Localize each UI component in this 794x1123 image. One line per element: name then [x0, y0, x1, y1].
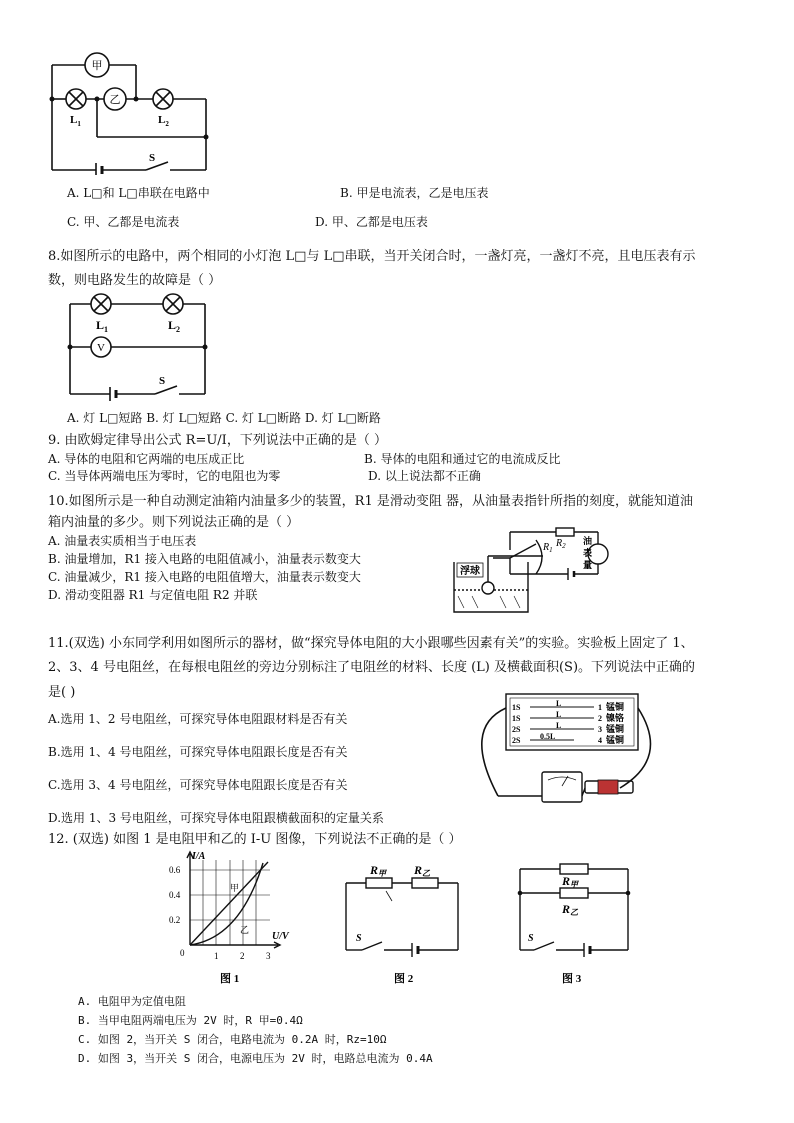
q12-option-b: B. 当甲电阻两端电压为 2V 时，R 甲=0.4Ω	[78, 1014, 303, 1027]
q11-option-c: C.选用 3、4 号电阻丝，可探究导体电阻跟长度是否有关	[48, 778, 348, 792]
q11-option-d: D.选用 1、3 号电阻丝，可探究导体电阻跟横截面积的定量关系	[48, 811, 384, 825]
q11-option-a: A.选用 1、2 号电阻丝，可探究导体电阻跟材料是否有关	[48, 712, 348, 726]
q12-fig1-iu-graph	[160, 848, 290, 988]
q12-fig1-ylabel: I/A	[192, 851, 206, 862]
q11-stem-line2: 2、3、4 号电阻丝，在每根电阻丝的旁边分别标注了电阻丝的材料、长度 (L) 及横截面积(S)。下列说法中正确的	[48, 660, 696, 675]
q12-fig1-xtick: 2	[240, 951, 245, 961]
q7-l1-label: $L_1$	[70, 114, 81, 128]
q12-option-c: C. 如图 2，当开关 S 闭合，电路电流为 0.2A 时，Rz=10Ω	[78, 1033, 387, 1046]
q10-r2-label: $R_2$	[556, 538, 566, 550]
q11-row-number: 1	[598, 703, 602, 712]
q12-fig3-parallel-circuit	[510, 855, 640, 990]
q12-stem: 12. (双选) 如图 1 是电阻甲和乙的 I-U 图像，下列说法不正确的是（ ）	[48, 832, 462, 847]
q12-fig1-xtick: 0	[180, 948, 185, 958]
q7-option-d: D. 甲、乙都是电压表	[315, 215, 428, 229]
q12-fig1-xtick: 1	[214, 951, 219, 961]
q12-fig1-ytick: 0.6	[169, 865, 181, 875]
q11-row-area: 1S	[512, 703, 521, 712]
q9-option-d: D. 以上说法都不正确	[368, 469, 481, 483]
q12-fig3-switch-label: S	[528, 933, 534, 944]
q8-stem-line1: 8.如图所示的电路中，两个相同的小灯泡 L□与 L□串联，当开关闭合时，一盏灯亮，一盏灯不亮，且电压表有示	[48, 249, 696, 264]
q9-option-a: A. 导体的电阻和它两端的电压成正比	[48, 452, 245, 466]
q7-meter-top-label: 甲	[91, 60, 103, 72]
q12-fig1-curve-a-label: 甲	[230, 883, 240, 893]
q12-fig2-switch-label: S	[356, 933, 362, 944]
q11-row-length: L	[556, 710, 562, 719]
q12-fig1-curve-b-label: 乙	[240, 925, 250, 935]
q12-fig2-series-circuit	[336, 855, 466, 990]
q11-row-number: 3	[598, 725, 602, 734]
q7-meter-mid-label: 乙	[109, 94, 121, 106]
q8-options: A. 灯 L□短路 B. 灯 L□短路 C. 灯 L□断路 D. 灯 L□断路	[67, 411, 381, 425]
q10-stem-line1: 10.如图所示是一种自动测定油箱内油量多少的装置，R1 是滑动变阻 器，从油量表指针所指的刻度，就能知道油	[48, 494, 693, 509]
q11-row-length: L	[556, 721, 562, 730]
q10-gauge-label-2: 表	[583, 548, 593, 558]
q10-gauge-label-3: 量	[583, 560, 593, 570]
q12-fig3-caption: 图 3	[562, 973, 582, 985]
q7-option-c: C. 甲、乙都是电流表	[67, 215, 180, 229]
q7-option-a: A. L□和 L□串联在电路中	[67, 186, 210, 200]
q11-row-area: 2S	[512, 725, 521, 734]
q11-row-number: 2	[598, 714, 602, 723]
q8-l2-label: $L_2$	[168, 318, 181, 334]
q12-option-a: A. 电阻甲为定值电阻	[78, 995, 186, 1008]
q11-stem-line1: 11.(双选) 小东同学利用如图所示的器材，做“探究导体电阻的大小跟哪些因素有关”的实验。实验板上固定了 1、	[48, 636, 694, 651]
q12-fig2-rb-label: R乙	[414, 863, 431, 878]
q12-fig1-ytick: 0.2	[169, 915, 181, 925]
q12-fig3-ra-label: R甲	[562, 874, 579, 889]
q10-float-label: 浮球	[460, 566, 480, 577]
q11-row-area: 1S	[512, 714, 521, 723]
q10-option-c: C. 油量减少，R1 接入电路的电阻值增大，油量表示数变大	[48, 570, 361, 584]
q12-fig3-rb-label: R乙	[562, 902, 579, 917]
q7-circuit-figure	[40, 45, 220, 175]
q8-circuit-figure	[60, 288, 220, 403]
q12-option-d: D. 如图 3，当开关 S 闭合，电源电压为 2V 时，电路总电流为 0.4A	[78, 1052, 433, 1065]
q7-option-b: B. 甲是电流表，乙是电压表	[340, 186, 489, 200]
q12-fig1-xlabel: U/V	[272, 931, 289, 942]
q7-switch-label: S	[149, 152, 156, 164]
q11-row-material: 锰铜	[606, 735, 625, 745]
q11-row-material: 锰铜	[606, 724, 625, 734]
q8-voltmeter-label: V	[97, 342, 105, 354]
q11-stem-line3: 是( )	[48, 685, 76, 700]
q7-l2-label: $L_2$	[158, 114, 169, 128]
q11-row-material: 镍铬	[606, 713, 625, 723]
q10-stem-line2: 箱内油量的多少。则下列说法正确的是（ ）	[48, 515, 300, 530]
q9-option-c: C. 当导体两端电压为零时，它的电阻也为零	[48, 469, 281, 483]
q12-fig2-ra-label: R甲	[370, 863, 387, 878]
q8-switch-label: S	[159, 375, 166, 387]
q12-fig1-ytick: 0.4	[169, 890, 181, 900]
q11-row-length: 0.5L	[540, 732, 556, 741]
q9-option-b: B. 导体的电阻和通过它的电流成反比	[364, 452, 561, 466]
q12-fig1-xtick: 3	[266, 951, 271, 961]
q10-r1-label: $R_1$	[543, 542, 553, 554]
q9-stem: 9. 由欧姆定律导出公式 R=U/I，下列说法中正确的是（ ）	[48, 433, 387, 448]
q8-stem-line2: 数，则电路发生的故障是（ ）	[48, 273, 222, 288]
q10-option-a: A. 油量表实质相当于电压表	[48, 534, 197, 548]
q10-option-d: D. 滑动变阻器 R1 与定值电阻 R2 并联	[48, 588, 258, 602]
q10-oil-gauge-figure	[448, 522, 623, 617]
q12-fig1-caption: 图 1	[220, 973, 240, 985]
q11-resistance-board-figure	[470, 688, 660, 813]
q11-row-area: 2S	[512, 736, 521, 745]
q11-option-b: B.选用 1、4 号电阻丝，可探究导体电阻跟长度是否有关	[48, 745, 348, 759]
q11-row-number: 4	[598, 736, 602, 745]
q10-option-b: B. 油量增加，R1 接入电路的电阻值减小，油量表示数变大	[48, 552, 361, 566]
q11-row-length: L	[556, 699, 562, 708]
q10-gauge-label-1: 油	[583, 536, 593, 546]
q8-l1-label: $L_1$	[96, 318, 109, 334]
q11-row-material: 锰铜	[606, 702, 625, 712]
q12-fig2-caption: 图 2	[394, 973, 414, 985]
